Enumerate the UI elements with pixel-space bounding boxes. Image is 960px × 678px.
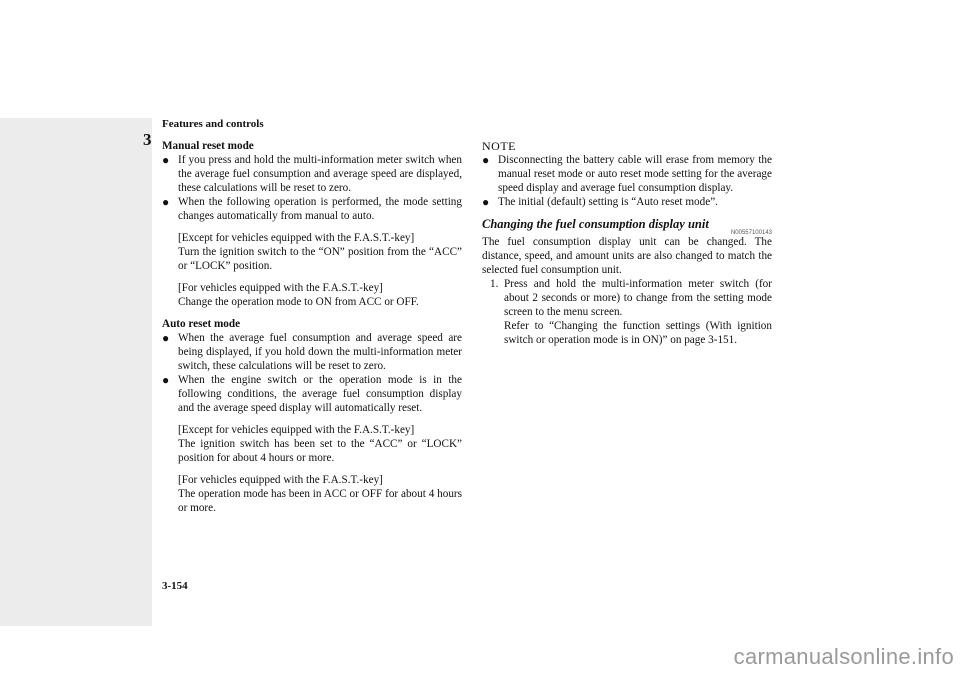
bullet-icon: ● <box>162 373 170 387</box>
chapter-side-tab <box>0 118 152 626</box>
bullet-icon: ● <box>162 195 170 209</box>
note-title: NOTE <box>482 139 516 153</box>
step-number: 1. <box>490 278 499 290</box>
right-column <box>482 139 772 347</box>
manual-bullet-2: ● When the following operation is performed, the mode setting changes automatically from manual to auto. <box>162 195 462 222</box>
manual-bullet-1: ● If you press and hold the multi-information meter switch when the average fuel consumption and average speed are displayed, these calculations will be reset to zero. <box>162 153 462 194</box>
section-heading-row <box>482 217 772 236</box>
bullet-icon: ● <box>482 195 490 209</box>
auto-condition-1-text: The ignition switch has been set to the “ACC” or “LOCK” position for about 4 hours or more. <box>178 438 462 464</box>
manual-condition-1-text: Turn the ignition switch to the “ON” position from the “ACC” or “LOCK” position. <box>178 246 462 272</box>
step-1: 1. Press and hold the multi-information meter switch (for about 2 seconds or more) to change from the setting mode screen to the menu screen. <box>490 278 772 318</box>
manual-condition-2-label: [For vehicles equipped with the F.A.S.T.-key] <box>178 282 383 294</box>
auto-bullet-1: ● When the average fuel consumption and average speed are being displayed, if you hold down the multi-information meter switch, these calculations will be reset to zero. <box>162 331 462 372</box>
page-number: 3-154 <box>162 580 188 592</box>
left-column <box>162 139 462 515</box>
step-1-reference: Refer to “Changing the function settings (With ignition switch or operation mode is in ON)” on page 3-151. <box>504 320 772 346</box>
section-title: Changing the fuel consumption display unit <box>482 217 709 231</box>
bullet-icon: ● <box>162 153 170 167</box>
note-bullet-2: ● The initial (default) setting is “Auto reset mode”. <box>482 195 718 209</box>
bullet-icon: ● <box>482 153 490 167</box>
note-bullet-1: ● Disconnecting the battery cable will erase from memory the manual reset mode or auto reset mode setting for the average speed display and average fuel consumption display. <box>482 153 772 194</box>
watermark-link[interactable]: carmanualsonline.info <box>733 644 954 669</box>
auto-condition-2-label: [For vehicles equipped with the F.A.S.T.-key] <box>178 474 383 486</box>
auto-condition-2-text: The operation mode has been in ACC or OFF for about 4 hours or more. <box>178 488 462 514</box>
bullet-icon: ● <box>162 331 170 345</box>
manual-reset-heading: Manual reset mode <box>162 140 254 152</box>
auto-bullet-2: ● When the engine switch or the operation mode is in the following conditions, the average fuel consumption display and the average speed display will automatically reset. <box>162 373 462 414</box>
section-code: N00557100143 <box>730 230 772 236</box>
chapter-number: 3 <box>143 130 152 149</box>
manual-condition-1-label: [Except for vehicles equipped with the F.A.S.T.-key] <box>178 232 415 244</box>
manual-condition-2-text: Change the operation mode to ON from ACC or OFF. <box>178 296 419 308</box>
auto-reset-heading: Auto reset mode <box>162 318 241 330</box>
section-paragraph: The fuel consumption display unit can be changed. The distance, speed, and amount units are also changed to match the selected fuel consumption unit. <box>482 236 772 276</box>
auto-condition-1-label: [Except for vehicles equipped with the F.A.S.T.-key] <box>178 424 415 436</box>
running-header: Features and controls <box>162 118 264 130</box>
